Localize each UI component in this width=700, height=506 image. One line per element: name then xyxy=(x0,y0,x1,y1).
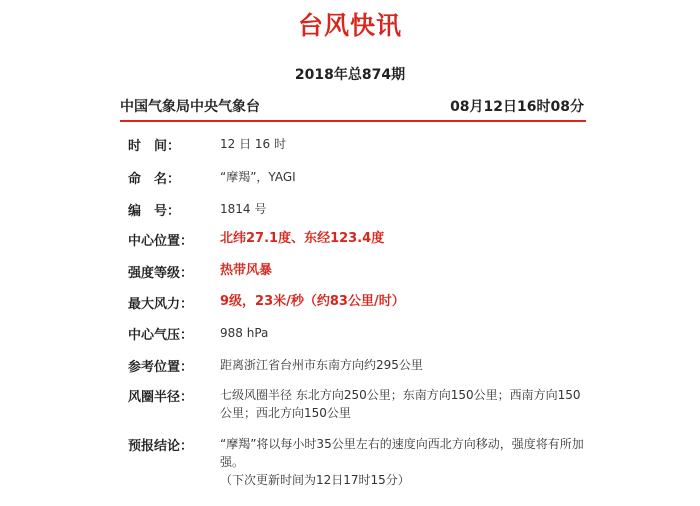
row-label: 命 名： xyxy=(128,172,181,187)
row-value: 热带风暴 xyxy=(220,263,273,278)
row-label: 时 间： xyxy=(128,139,181,154)
row-value: “摩羯”，YAGI xyxy=(220,170,296,184)
bulletin-header xyxy=(120,96,584,118)
row-value xyxy=(220,435,588,489)
row-label: 中心位置： xyxy=(128,234,194,249)
row-value: 988 hPa xyxy=(220,326,269,340)
row-label: 风圈半径： xyxy=(128,390,194,405)
issue-number: 2018年总874期 xyxy=(294,67,406,83)
row-value: 12 日 16 时 xyxy=(220,137,286,151)
row-value: 距离浙江省台州市东南方向约295公里 xyxy=(220,358,423,372)
header-divider xyxy=(120,120,586,122)
issuing-organization: 中国气象局中央气象台 xyxy=(120,99,260,115)
row-value: 七级风圈半径 东北方向250公里；东南方向150公里；西南方向150公里；西北方向150公里 xyxy=(220,388,581,420)
row-label: 编 号： xyxy=(128,204,181,219)
issue-time: 08月12日16时08分 xyxy=(450,99,584,115)
row-label: 预报结论： xyxy=(128,439,194,454)
page-title: 台风快讯 xyxy=(297,11,402,40)
row-label: 强度等级： xyxy=(128,266,194,281)
forecast-text: “摩羯”将以每小时35公里左右的速度向西北方向移动，强度将有所加强。 xyxy=(220,437,584,469)
row-value: 1814 号 xyxy=(220,202,267,216)
row-label: 最大风力： xyxy=(128,297,194,312)
next-update-note: （下次更新时间为12日17时15分） xyxy=(220,473,410,487)
row-label: 参考位置： xyxy=(128,360,194,375)
row-value: 9级，23米/秒（约83公里/时） xyxy=(220,294,405,309)
row-label: 中心气压： xyxy=(128,328,194,343)
row-value: 北纬27.1度、东经123.4度 xyxy=(220,231,385,246)
